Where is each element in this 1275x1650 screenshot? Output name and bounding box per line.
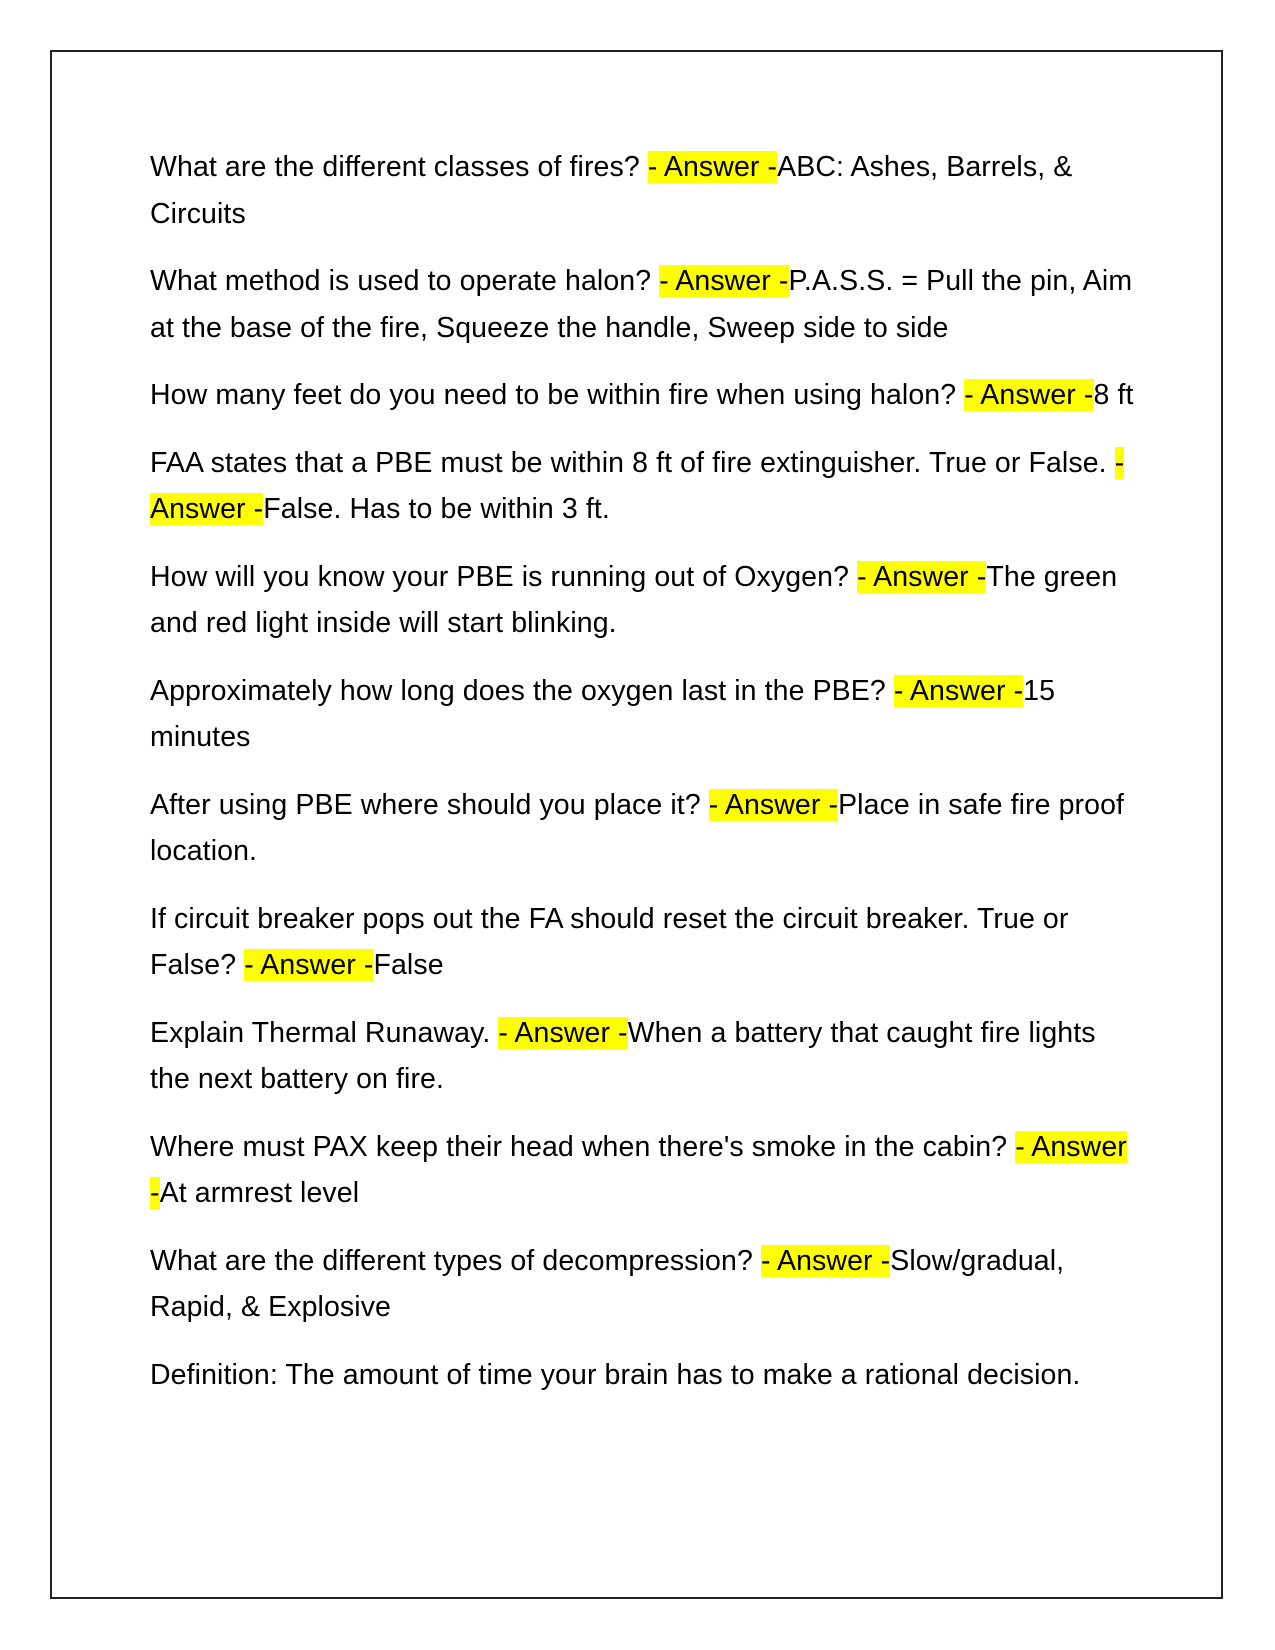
answer-marker: - Answer - — [150, 1130, 1127, 1209]
answer-text: False. Has to be within 3 ft. — [263, 493, 610, 525]
question-text: Where must PAX keep their head when there's smoke in the cabin? — [150, 1130, 1008, 1163]
question-text: Explain Thermal Runaway. — [150, 1016, 491, 1049]
qa-item — [150, 896, 1135, 989]
answer-text: Place in safe fire proof location. — [150, 788, 1125, 867]
answer-text: The green and red light inside will start blinking. — [150, 560, 1118, 639]
answer-marker: - Answer - — [964, 379, 1094, 411]
qa-item — [150, 258, 1135, 351]
answer-text: Slow/gradual, Rapid, & Explosive — [150, 1244, 1065, 1323]
answer-text: P.A.S.S. = Pull the pin, Aim at the base of the fire, Squeeze the handle, Sweep side to side — [150, 265, 1133, 344]
qa-item — [150, 782, 1135, 875]
answer-marker: - Answer - — [647, 151, 778, 183]
qa-item — [150, 144, 1135, 237]
qa-item — [150, 1124, 1135, 1217]
qa-item — [150, 1010, 1135, 1103]
qa-item — [150, 1352, 1135, 1399]
qa-item — [150, 1238, 1135, 1331]
answer-text: 8 ft — [1093, 379, 1134, 411]
question-text: How will you know your PBE is running out of Oxygen? — [150, 560, 850, 593]
qa-item — [150, 668, 1135, 761]
question-text: FAA states that a PBE must be within 8 ft of fire extinguisher. True or False. — [150, 446, 1107, 479]
answer-text: 15 minutes — [150, 674, 1056, 753]
answer-text: When a battery that caught fire lights the next battery on fire. — [150, 1016, 1096, 1095]
qa-item — [150, 554, 1135, 647]
answer-text: ABC: Ashes, Barrels, & Circuits — [150, 151, 1073, 230]
answer-marker: - Answer - — [857, 560, 987, 593]
question-text: What are the different types of decompression? — [150, 1244, 753, 1277]
answer-marker: - Answer - — [244, 949, 374, 981]
answer-text: False — [373, 949, 444, 981]
answer-marker: - Answer - — [498, 1016, 628, 1049]
question-text: If circuit breaker pops out the FA should reset the circuit breaker. True or False? — [150, 902, 1069, 981]
answer-marker: - Answer - — [659, 265, 789, 297]
answer-marker: - Answer - — [150, 446, 1125, 525]
question-text: After using PBE where should you place it? — [150, 788, 701, 821]
qa-list — [150, 144, 1135, 1419]
answer-marker: - Answer - — [708, 788, 839, 821]
answer-text: At armrest level — [159, 1177, 360, 1209]
qa-item — [150, 440, 1135, 533]
question-text: How many feet do you need to be within fire when using halon? — [150, 379, 957, 411]
answer-marker: - Answer - — [893, 674, 1024, 707]
question-text: Definition: The amount of time your brain has to make a rational decision. — [150, 1358, 1081, 1391]
question-text: What method is used to operate halon? — [150, 265, 652, 297]
question-text: What are the different classes of fires? — [150, 151, 640, 183]
qa-item — [150, 372, 1135, 419]
question-text: Approximately how long does the oxygen last in the PBE? — [150, 674, 886, 707]
answer-marker: - Answer - — [760, 1244, 891, 1277]
